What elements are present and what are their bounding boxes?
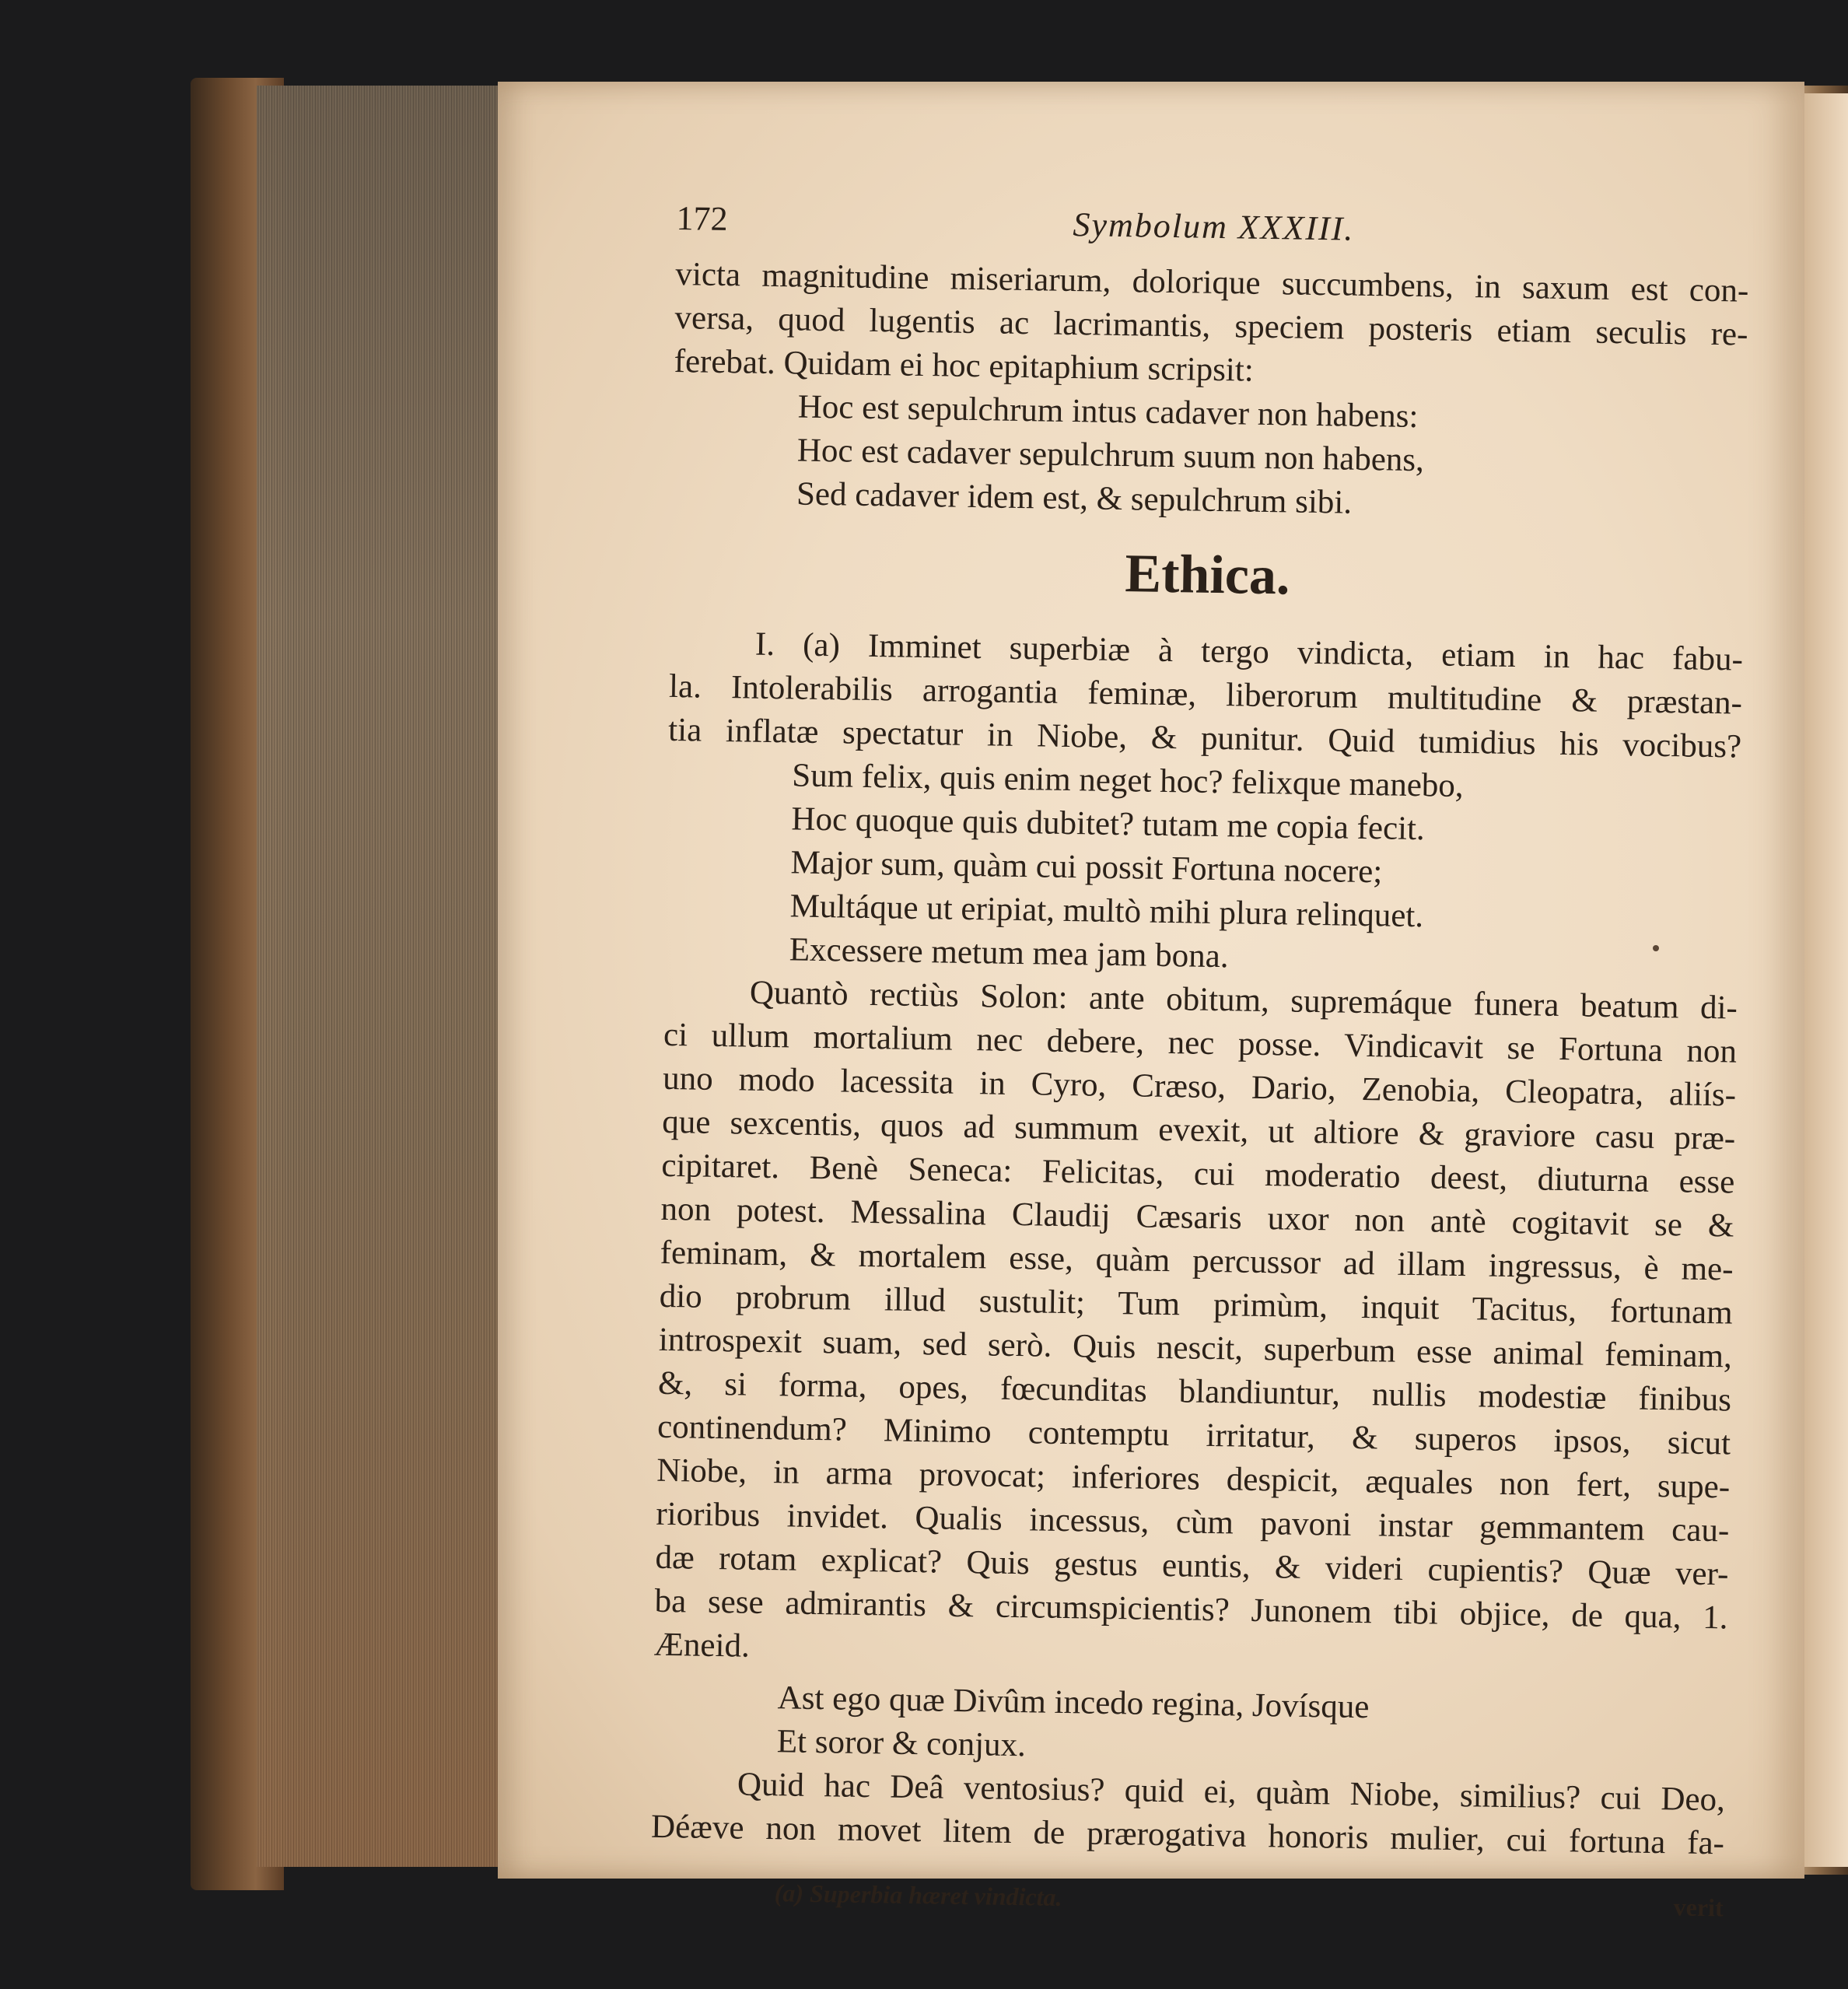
text-line: rioribus invidet. Qualis incessus, cùm pavoni instar gemmantem cau- [656,1495,1730,1550]
text-line: la. Intolerabilis arrogantia feminæ, liberorum multitudine & præstan- [668,667,1743,722]
text-line: feminam, & mortalem esse, quàm percussor ad illam ingressus, è me- [660,1234,1734,1288]
verse-line: Multáque ut eripiat, multò mihi plura relinquet. [789,888,1424,935]
footnote: (a) Superbia hæret vindicta. [774,1879,1062,1912]
text-line: Quantò rectiùs Solon: ante obitum, supremáque funera beatum di- [749,974,1738,1027]
text-line: introspexit suam, sed serò. Quis nescit, superbum esse animal feminam, [658,1321,1733,1375]
paragraph-2 [653,970,1738,1684]
text-line: continendum? Minimo contemptu irritatur, & superos ipsos, sicut [656,1408,1731,1462]
text-line: versa, quod lugentis ac lacrimantis, speciem posteris etiam seculis re- [674,299,1748,353]
section-heading: Ethica. [1124,544,1291,607]
text-line: non potest. Messalina Claudij Cæsaris uxor non antè cogitavit se & [660,1190,1734,1245]
intro-paragraph [674,253,1748,401]
quoted-verse-2 [652,1675,1727,1779]
verse-line: Hoc est sepulchrum intus cadaver non habens: [797,388,1419,436]
verse-line: Hoc est cadaver sepulchrum suum non habens, [796,432,1425,479]
verse-line: Major sum, quàm cui possit Fortuna nocere; [790,844,1383,891]
text-line: uno modo lacessita in Cyro, Cræso, Dario, Zenobia, Cleopatra, aliís- [662,1059,1737,1114]
text-line: Quid hac Deâ ventosius? quid ei, quàm Niobe, similius? cui Deo, [737,1766,1726,1819]
text-line: ba sese admirantis & circumspicientis? Junonem tibi objice, de qua, 1. [654,1582,1728,1637]
book-page [498,82,1804,1922]
text-line: dio probrum illud sustulit; Tum primùm, inquit Tacitus, fortunam [659,1277,1734,1332]
verse-line: Excessere metum mea jam bona. [789,931,1229,975]
verse-line: Et soror & conjux. [776,1723,1027,1764]
paragraph-1 [668,622,1743,769]
text-line: victa magnitudine miseriarum, dolorique succumbens, in saxum est con- [675,255,1749,310]
verse-line: Sed cadaver idem est, & sepulchrum sibi. [796,475,1353,521]
text-line: ferebat. Quidam ei hoc epitaphium scripsit: [674,342,1255,389]
text-line: Æneid. [653,1626,751,1665]
text-line: cipitaret. Benè Seneca: Felicitas, cui moderatio deest, diuturna esse [661,1147,1735,1201]
epitaph-verse [672,383,1747,531]
text-line: dæ rotam explicat? Quis gestus euntis, & videri cupientis? Quæ ver- [655,1539,1729,1593]
ink-spot [1653,945,1659,951]
page-block-shade [257,86,513,1867]
text-line: que sexcentis, quos ad summum evexit, ut altiore & graviore casu præ- [661,1103,1736,1157]
catchword: verit [1673,1893,1724,1922]
quoted-verse-1 [664,752,1741,987]
verse-line: Ast ego quæ Divûm incedo regina, Jovísque [777,1679,1370,1726]
paragraph-3 [651,1762,1726,1866]
text-line: Déæve non movet litem de prærogativa honoris mulier, cui fortuna fa- [650,1808,1725,1862]
footnote-row [649,1877,1724,1941]
text-line: tia inflatæ spectatur in Niobe, & punitur. Quid tumidius his vocibus? [667,711,1742,765]
text-line: &, si forma, opes, fœcunditas blandiuntur, nullis modestiæ finibus [657,1364,1732,1419]
text-line: Niobe, in arma provocat; inferiores despicit, æquales non fert, supe- [656,1451,1731,1506]
text-line: I. (a) Imminet superbiæ à tergo vindicta, etiam in hac fabu- [754,625,1744,678]
running-title: Symbolum XXXIII. [1073,205,1355,248]
text-line: ci ullum mortalium nec debere, nec posse. Vindicavit se Fortuna non [663,1016,1738,1070]
verse-line: Hoc quoque quis dubitet? tutam me copia fecit. [791,800,1426,848]
page-number: 172 [676,198,728,239]
verse-line: Sum felix, quis enim neget hoc? felixque manebo, [791,757,1464,804]
page-text [649,198,1750,1940]
